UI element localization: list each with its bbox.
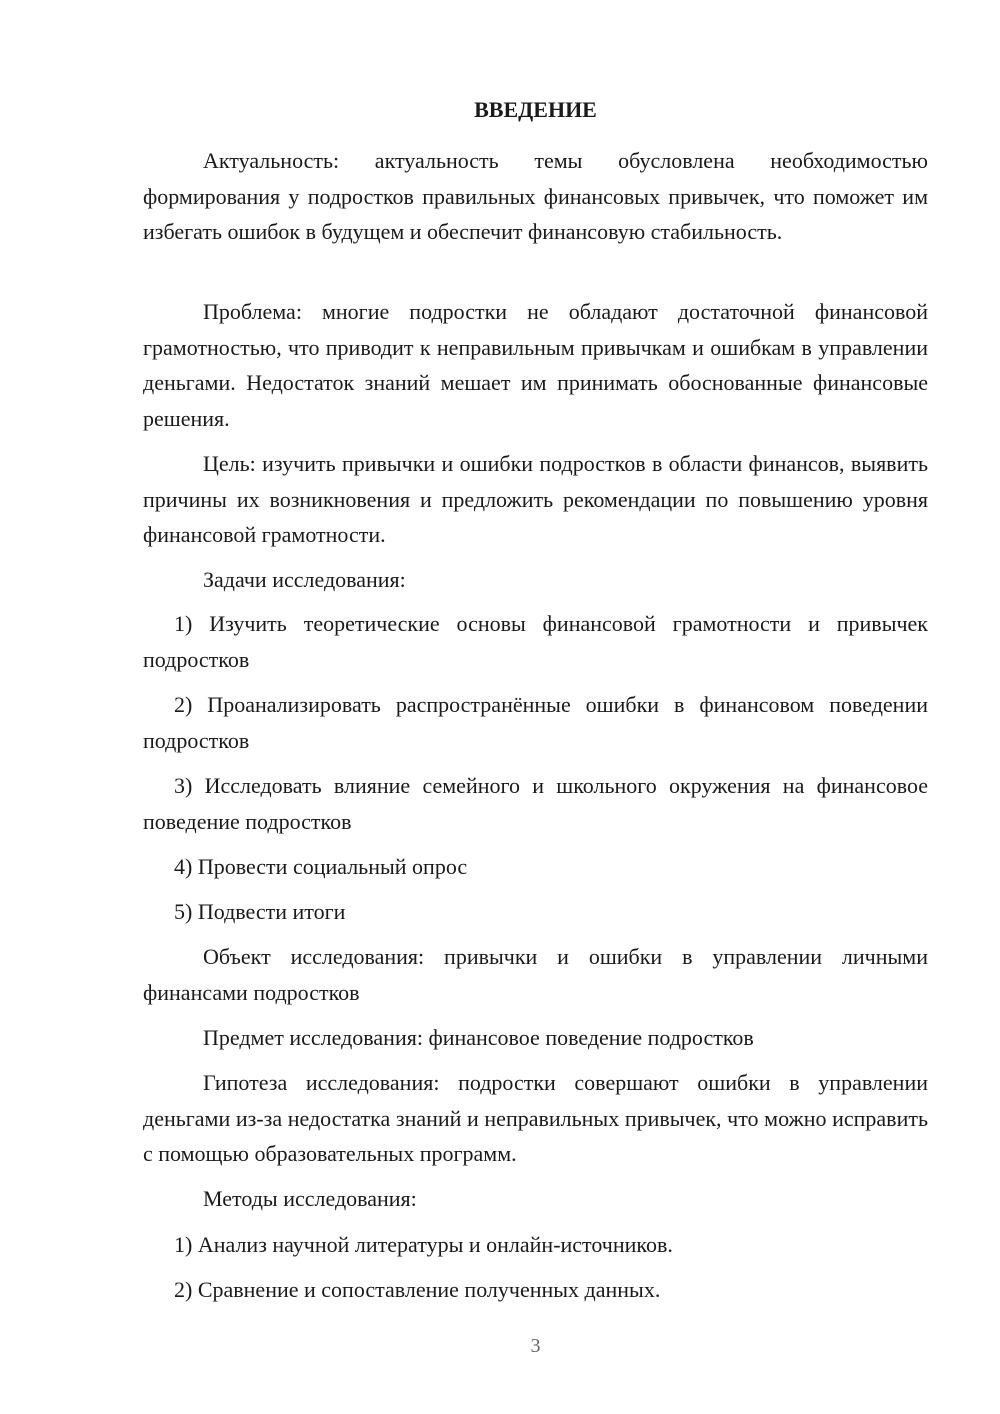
paragraph-goal: Цель: изучить привычки и ошибки подростков в области финансов, выявить причины их возникновения и предложить рекомендации по повышению уровня финансовой грамотности. (143, 451, 928, 547)
page-number: 3 (530, 1335, 541, 1357)
task-item-3: 3) Исследовать влияние семейного и школьного окружения на финансовое поведение подростков (143, 773, 928, 834)
method-item-1: 1) Анализ научной литературы и онлайн-источников. (174, 1232, 673, 1257)
task-item-2: 2) Проанализировать распространённые ошибки в финансовом поведении подростков (143, 692, 928, 753)
paragraph-object: Объект исследования: привычки и ошибки в управлении личными финансами подростков (143, 944, 928, 1005)
task-item-5: 5) Подвести итоги (174, 899, 346, 924)
page-title: ВВЕДЕНИЕ (474, 97, 597, 122)
paragraph-subject: Предмет исследования: финансовое поведение подростков (203, 1025, 754, 1050)
paragraph-problem: Проблема: многие подростки не обладают достаточной финансовой грамотностью, что приводит к неправильным привычкам и ошибкам в управлении деньгами. Недостаток знаний мешает им принимать обоснованные финансовые решения. (143, 299, 928, 431)
tasks-heading: Задачи исследования: (203, 567, 406, 592)
paragraph-hypothesis: Гипотеза исследования: подростки совершают ошибки в управлении деньгами из-за недостатка знаний и неправильных привычек, что можно исправить с помощью образовательных программ. (143, 1070, 928, 1166)
paragraph-relevance: Актуальность: актуальность темы обусловлена необходимостью формирования у подростков правильных финансовых привычек, что поможет им избегать ошибок в будущем и обеспечит финансовую стабильность. (143, 148, 928, 244)
task-item-4: 4) Провести социальный опрос (174, 854, 468, 879)
method-item-2: 2) Сравнение и сопоставление полученных данных. (174, 1277, 661, 1302)
document-page (143, 0, 928, 1414)
task-item-1: 1) Изучить теоретические основы финансовой грамотности и привычек подростков (143, 611, 928, 672)
methods-heading: Методы исследования: (203, 1186, 417, 1211)
